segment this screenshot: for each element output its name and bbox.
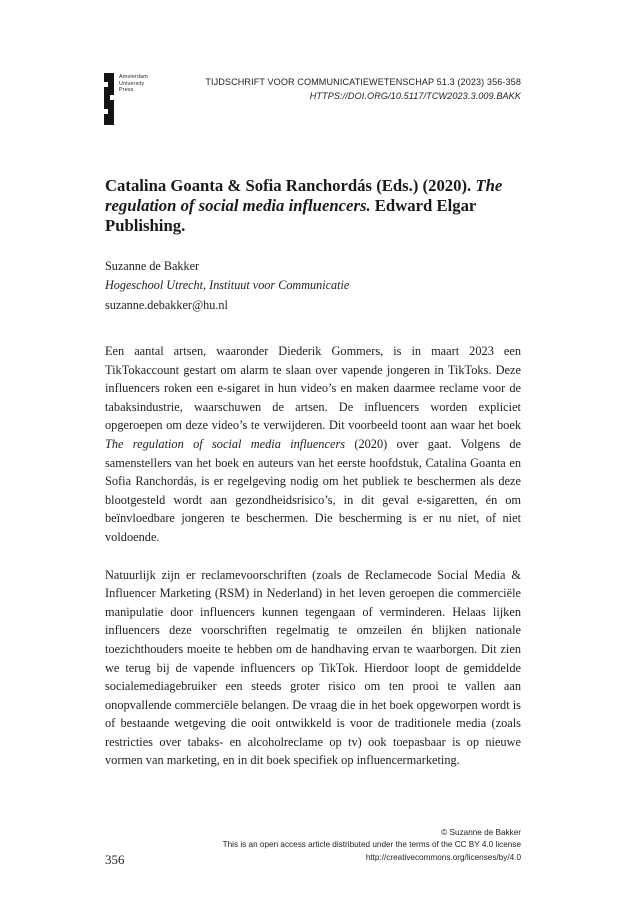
publisher-name-line: University bbox=[119, 80, 145, 87]
paragraph-text: Een aantal artsen, waaronder Diederik Gommers, is in maart 2023 een TikTokaccount gestart om alarm te slaan over vapende jongeren in TikToks. Deze influencers roken een e-sigaret in hun video’s en maken daarmee reclame voor de tabaksindustrie, waarschuwen de artsen. De influencers worden expliciet opgeroepen om deze video’s te verwijderen. Dit voorbeeld toont aan waar het boek bbox=[105, 344, 521, 433]
review-title bbox=[105, 176, 525, 236]
doi-link[interactable]: HTTPS://DOI.ORG/10.5117/TCW2023.3.009.BAKK bbox=[309, 90, 521, 101]
publisher-name-line: Press bbox=[119, 87, 134, 94]
page-number: 356 bbox=[105, 852, 125, 867]
paragraph: Natuurlijk zijn er reclamevoorschriften (zoals de Reclamecode Social Media & Influencer Marketing (RSM) in Nederland) in het leven geroepen die commerciële manipulatie door influencers kunnen tegengaan of verminderen. Helaas lijken influencers deze voorschriften regelmatig te omzeilen én blijken nationale toezichthouders moeite te hebben om de handhaving ervan te waarborgen. Dit zien we terug bij de vapende influencers op TikTok. Hierdoor loopt de gemiddelde socialemediagebruiker een steeds groter risico om ten prooi te vallen aan onopvallende commerciële belangen. De vraag die in het boek opgeworpen wordt is of bestaande wetgeving die ooit ontwikkeld is voor de traditionele media (zoals restricties over tabaks- en alcoholreclame op tv) ook toepasbaar is op nieuwe vormen van marketing, en in dit boek specifiek op influencermarketing. bbox=[105, 567, 521, 768]
publisher-name bbox=[119, 74, 167, 94]
copyright-notice: © Suzanne de Bakker bbox=[441, 828, 521, 837]
title-book: The regulation of social media influencers. bbox=[105, 176, 503, 215]
paragraph-text: (2020) over gaat. Volgens de samenstellers van het boek en auteurs van het eerste hoofdstuk, Catalina Goanta en Sofia Ranchordás, is er regelgeving nodig om het publiek te beschermen als deze blootgesteld wordt aan gezondheidsrisico’s, in dit geval e-sigaretten, én om beïnvloedbare jongeren te beschermen. Die bescherming is er nu niet, of niet voldoende. bbox=[105, 436, 521, 544]
journal-header bbox=[205, 76, 521, 103]
journal-citation: TIJDSCHRIFT VOOR COMMUNICATIEWETENSCHAP 51.3 (2023) 356-358 bbox=[205, 77, 521, 87]
article-body bbox=[105, 342, 521, 789]
paragraph bbox=[105, 342, 521, 547]
title-authors: Catalina Goanta & Sofia Ranchordás (Eds.) (2020). bbox=[105, 176, 476, 195]
license-url[interactable]: http://creativecommons.org/licenses/by/4.0 bbox=[365, 852, 521, 862]
author-block bbox=[105, 257, 525, 315]
author-affiliation: Hogeschool Utrecht, Instituut voor Communicatie bbox=[105, 278, 350, 293]
license-footer bbox=[223, 827, 521, 864]
title-publisher: Edward Elgar Publishing. bbox=[105, 196, 477, 235]
author-name: Suzanne de Bakker bbox=[105, 259, 200, 273]
license-text: This is an open access article distributed under the terms of the CC BY 4.0 license bbox=[222, 840, 521, 850]
book-title-inline: The regulation of social media influencers bbox=[105, 436, 346, 451]
publisher-name-line: Amsterdam bbox=[119, 74, 148, 80]
publisher-logo bbox=[104, 73, 164, 125]
author-email[interactable]: suzanne.debakker@hu.nl bbox=[105, 297, 228, 312]
publisher-logo-mark bbox=[104, 73, 114, 125]
